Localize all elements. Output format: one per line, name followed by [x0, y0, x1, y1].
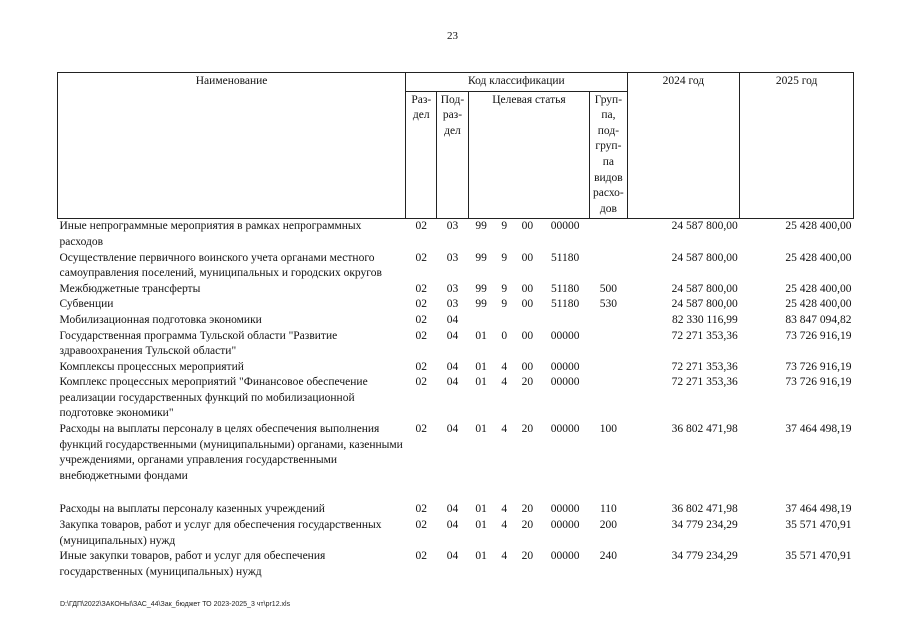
table-row: [58, 313, 854, 329]
row-expense-group: [590, 313, 627, 329]
row-razdel: 02: [415, 423, 428, 436]
row-name: Расходы на выплаты персоналу казенных учреждений: [59, 503, 325, 516]
row-target-code: 00000: [550, 519, 580, 532]
row-target-direction: 20: [521, 550, 534, 563]
row-razdel: 02: [415, 298, 428, 311]
row-target-code: 00000: [550, 503, 580, 516]
row-razdel: 02: [415, 503, 428, 516]
row-target-subprogram: 9: [501, 220, 508, 233]
row-expense-group: 200: [599, 519, 618, 532]
row-target-subprogram: 4: [501, 519, 508, 532]
row-name: Иные закупки товаров, работ и услуг для обеспечения государственных (муниципальных) нужд: [59, 550, 326, 578]
row-target-code: [540, 313, 589, 329]
row-amount-2024: 36 802 471,98: [671, 503, 738, 516]
row-amount-2025: 35 571 470,91: [785, 519, 852, 532]
table-row: [58, 549, 854, 580]
row-target-program: 01: [475, 550, 487, 563]
header-name-cont: [58, 91, 406, 219]
row-target-subprogram: 4: [501, 550, 508, 563]
row-target-subprogram: 4: [501, 376, 508, 389]
row-podrazdel: 03: [446, 282, 459, 295]
row-razdel: 02: [415, 329, 428, 342]
table-row: [58, 375, 854, 422]
row-name: Государственная программа Тульской области "Развитие здравоохранения Тульской области": [59, 329, 338, 358]
row-name: Мобилизационная подготовка экономики: [59, 313, 262, 326]
row-razdel: 02: [415, 550, 428, 563]
row-amount-2025: 35 571 470,91: [785, 550, 852, 563]
row-target-program: 99: [475, 251, 487, 264]
row-name: Осуществление первичного воинского учета органами местного самоуправления поселений, муниципальных и городских округов: [59, 251, 382, 280]
file-path-footer: D:\ГДП\2022\ЗАКОНЫ\ЗАС_44\Зак_бюджет ТО 2023-2025_3 чт\pr12.xls: [60, 601, 291, 608]
row-podrazdel: 04: [446, 519, 459, 532]
row-amount-2025: 73 726 916,19: [785, 329, 852, 342]
row-razdel: 02: [415, 313, 428, 326]
row-target-code: 00000: [550, 550, 580, 563]
row-razdel: 02: [415, 251, 428, 264]
row-target-subprogram: [494, 313, 514, 329]
row-expense-group: [590, 219, 627, 251]
row-target-direction: 20: [521, 519, 534, 532]
row-target-code: 00000: [550, 329, 580, 342]
row-target-code: 51180: [550, 298, 580, 311]
row-podrazdel: 03: [446, 298, 459, 311]
row-amount-2025: 73 726 916,19: [785, 360, 852, 373]
row-razdel: 02: [415, 360, 428, 373]
row-target-program: 01: [475, 503, 487, 516]
table-row: [58, 502, 854, 518]
row-podrazdel: 03: [446, 220, 459, 233]
row-target-subprogram: 4: [501, 503, 508, 516]
row-amount-2024: 72 271 353,36: [671, 360, 738, 373]
row-target-program: 99: [475, 298, 487, 311]
row-target-program: 01: [475, 329, 487, 342]
row-target-direction: 00: [521, 298, 534, 311]
row-target-subprogram: 9: [501, 282, 508, 295]
row-amount-2025: 37 464 498,19: [785, 503, 852, 516]
row-name: Комплекс процессных мероприятий "Финансовое обеспечение реализации государственных функций по мобилизационной подготовке экономики": [59, 376, 368, 420]
row-amount-2024: 72 271 353,36: [671, 329, 738, 342]
row-amount-2024: 72 271 353,36: [671, 376, 738, 389]
header-code: Код классификации: [406, 73, 627, 92]
row-amount-2025: 25 428 400,00: [785, 298, 852, 311]
header-year-2024-cont: [627, 91, 740, 219]
row-expense-group: [590, 251, 627, 282]
header-razdel: Раз- дел: [406, 91, 437, 219]
row-name: Расходы на выплаты персоналу в целях обеспечения выполнения функций государственными (муниципальными) органами, казенными учреждениями, органами управления государственными внебюджетными фондами: [59, 423, 403, 482]
row-razdel: 02: [415, 376, 428, 389]
row-target-subprogram: 9: [501, 298, 508, 311]
row-amount-2025: 25 428 400,00: [785, 282, 852, 295]
row-target-code: 00000: [550, 376, 580, 389]
row-amount-2024: 24 587 800,00: [671, 282, 738, 295]
row-target-program: 01: [475, 376, 487, 389]
row-razdel: 02: [415, 220, 428, 233]
row-amount-2024: 24 587 800,00: [671, 251, 738, 264]
row-target-program: 99: [475, 282, 487, 295]
row-target-program: [468, 313, 494, 329]
table-row: [58, 422, 854, 484]
header-year-2025-cont: [740, 91, 854, 219]
row-expense-group: [590, 329, 627, 360]
table-header: [58, 73, 854, 219]
row-spacer: [58, 484, 854, 502]
row-podrazdel: 03: [446, 251, 459, 264]
row-target-subprogram: 0: [501, 329, 508, 342]
row-expense-group: [590, 360, 627, 376]
row-podrazdel: 04: [446, 329, 459, 342]
row-amount-2024: 24 587 800,00: [671, 298, 738, 311]
row-target-direction: 00: [521, 360, 534, 373]
row-name: Межбюджетные трансферты: [59, 282, 201, 295]
row-expense-group: 240: [599, 550, 618, 563]
row-target-code: 51180: [550, 282, 580, 295]
row-target-program: 99: [475, 220, 487, 233]
table-row: [58, 219, 854, 251]
row-target-direction: 20: [521, 503, 534, 516]
row-expense-group: [590, 375, 627, 422]
row-amount-2024: 36 802 471,98: [671, 423, 738, 436]
row-target-direction: 00: [521, 251, 534, 264]
row-amount-2025: 25 428 400,00: [785, 251, 852, 264]
header-name: Наименование: [58, 73, 406, 92]
row-expense-group: 500: [599, 282, 618, 295]
row-target-code: 00000: [550, 360, 580, 373]
row-expense-group: 100: [599, 423, 618, 436]
row-amount-2024: 34 779 234,29: [671, 550, 738, 563]
row-target-code: 00000: [550, 423, 580, 436]
row-podrazdel: 04: [446, 376, 459, 389]
row-amount-2024: 34 779 234,29: [671, 519, 738, 532]
row-target-program: 01: [475, 360, 487, 373]
header-podrazdel: Под- раз- дел: [437, 91, 468, 219]
row-target-code: 00000: [550, 220, 580, 233]
row-target-subprogram: 4: [501, 423, 508, 436]
row-name: Иные непрограммные мероприятия в рамках непрограммных расходов: [59, 220, 362, 248]
table-row: [58, 360, 854, 376]
row-razdel: 02: [415, 282, 428, 295]
row-podrazdel: 04: [446, 503, 459, 516]
table-row: [58, 297, 854, 313]
header-group: Груп- па, под- груп- па видов расхо- дов: [590, 91, 627, 219]
row-target-direction: 00: [521, 220, 534, 233]
table-body: [58, 219, 854, 581]
row-name: Комплексы процессных мероприятий: [59, 360, 244, 373]
row-podrazdel: 04: [446, 423, 459, 436]
row-target-subprogram: 9: [501, 251, 508, 264]
row-amount-2025: 25 428 400,00: [785, 220, 852, 233]
row-target-subprogram: 4: [501, 360, 508, 373]
table-row: [58, 518, 854, 549]
row-target-direction: [514, 313, 540, 329]
row-podrazdel: 04: [446, 360, 459, 373]
row-podrazdel: 04: [446, 550, 459, 563]
header-year-2024: 2024 год: [627, 73, 740, 92]
page-number: 23: [447, 30, 458, 42]
row-amount-2024: 24 587 800,00: [671, 220, 738, 233]
row-target-code: 51180: [550, 251, 580, 264]
row-razdel: 02: [415, 519, 428, 532]
row-amount-2025: 83 847 094,82: [785, 313, 852, 326]
table-row: [58, 329, 854, 360]
row-target-program: 01: [475, 423, 487, 436]
row-target-direction: 20: [521, 423, 534, 436]
budget-table: [57, 72, 854, 580]
row-target-direction: 00: [521, 282, 534, 295]
table-row: [58, 282, 854, 298]
row-amount-2024: 82 330 116,99: [672, 313, 738, 326]
row-target-direction: 20: [521, 376, 534, 389]
row-target-program: 01: [475, 519, 487, 532]
row-name: Закупка товаров, работ и услуг для обеспечения государственных (муниципальных) нужд: [59, 519, 382, 547]
row-name: Субвенции: [59, 298, 114, 311]
row-expense-group: 110: [599, 503, 617, 516]
row-amount-2025: 37 464 498,19: [785, 423, 852, 436]
header-target-article: Целевая статья: [468, 91, 590, 219]
table-row: [58, 251, 854, 282]
row-target-direction: 00: [521, 329, 534, 342]
row-expense-group: 530: [599, 298, 618, 311]
row-amount-2025: 73 726 916,19: [785, 376, 852, 389]
header-year-2025: 2025 год: [740, 73, 854, 92]
row-podrazdel: 04: [446, 313, 459, 326]
